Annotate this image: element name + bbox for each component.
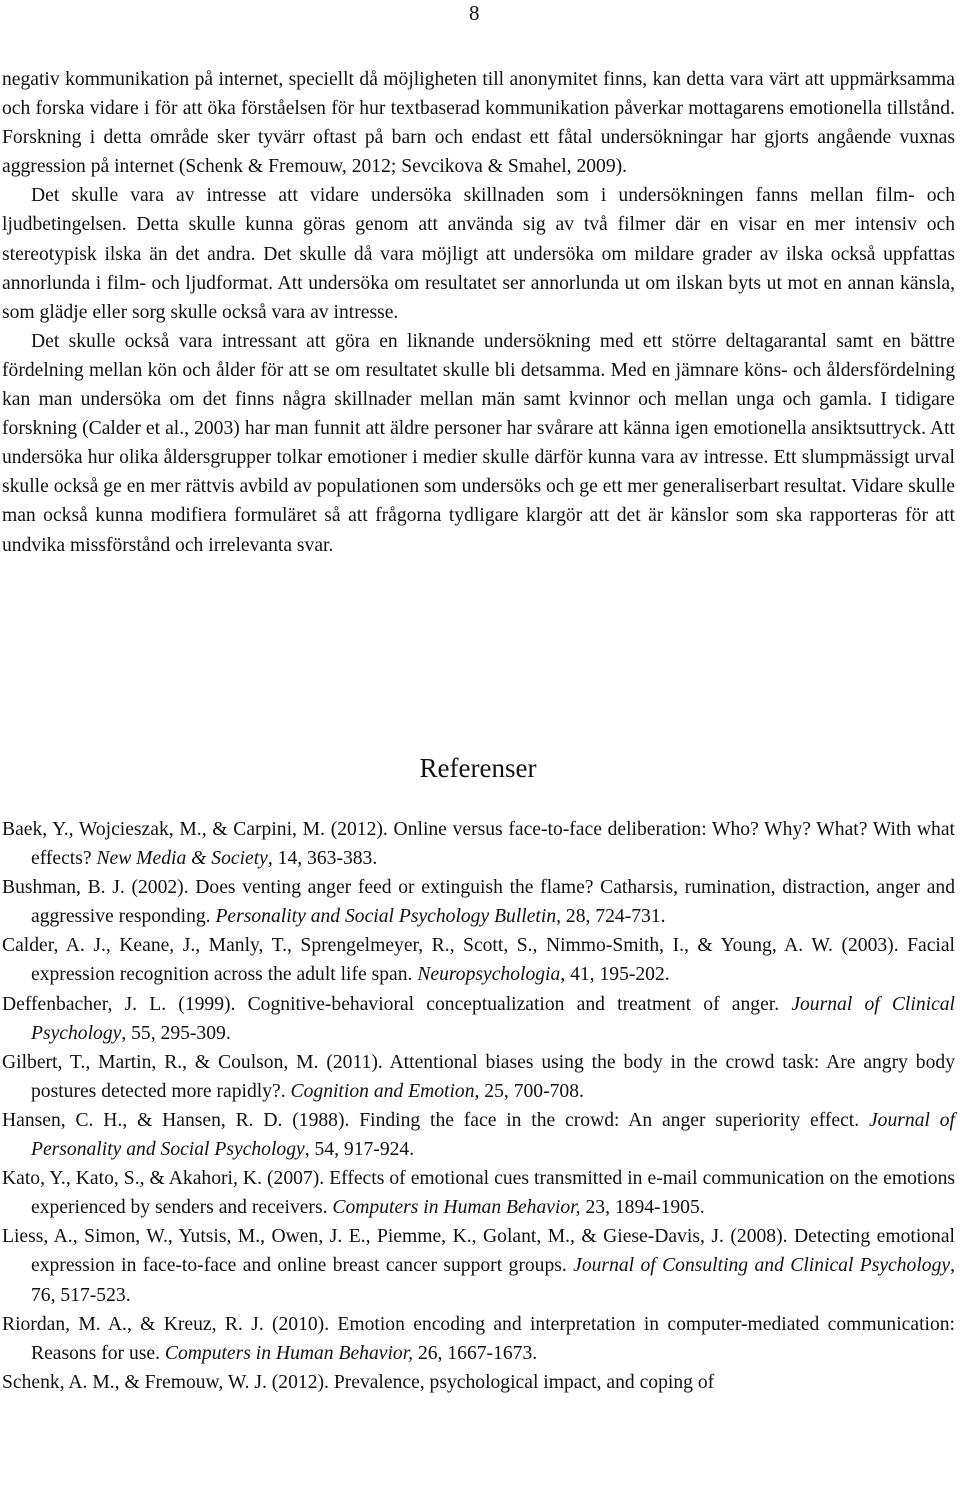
reference-text: Kato, Y., Kato, S., & Akahori, K. (2007). Effects of emotional cues transmitted in e-mail communication on the emotions experienced by senders and receivers. — [2, 1168, 955, 1219]
reference-text: Riordan, M. A., & Kreuz, R. J. (2010). Emotion encoding and interpretation in computer-mediated communication: Reasons for use. — [2, 1313, 955, 1364]
reference-journal: New Media & Society — [96, 848, 268, 870]
reference-journal: Personality and Social Psychology Bulletin — [215, 906, 557, 928]
reference-text: Calder, A. J., Keane, J., Manly, T., Sprengelmeyer, R., Scott, S., Nimmo-Smith, I., & Young, A. W. (2003). Facial expression recognition across the adult life span. — [2, 935, 955, 986]
reference-entry — [2, 1310, 955, 1368]
reference-journal: Journal of Clinical Psychology — [31, 993, 956, 1044]
body-text — [2, 65, 955, 560]
reference-text: Bushman, B. J. (2002). Does venting anger feed or extinguish the flame? Catharsis, rumination, distraction, anger and aggressive responding. — [2, 877, 955, 928]
reference-details: , 55, 295-309. — [121, 1022, 231, 1044]
reference-journal: Journal of Consulting and Clinical Psychology — [573, 1255, 951, 1277]
reference-journal: Cognition and Emotion, — [290, 1080, 480, 1102]
reference-entry — [2, 1368, 955, 1397]
paragraph-continued: negativ kommunikation på internet, speciellt då möjligheten till anonymitet finns, kan detta vara värt att uppmärksamma och forska vidare i för att öka förståelsen för hur textbaserad kommunikation påverkar mottagarens emotionella tillstånd. Forskning i detta område sker tyvärr oftast på barn och endast ett fåtal undersökningar har gjorts angående vuxnas aggression på internet (Schenk & Fremouw, 2012; Sevcikova & Smahel, 2009). — [2, 69, 955, 178]
reference-details: , 41, 195-202. — [560, 964, 670, 986]
reference-journal: Neuropsychologia — [417, 964, 561, 986]
references-heading: Referenser — [419, 753, 537, 783]
reference-entry — [2, 931, 955, 989]
reference-entry — [2, 990, 955, 1048]
reference-details: , 54, 917-924. — [304, 1139, 415, 1161]
reference-entry — [2, 873, 955, 931]
reference-text: Schenk, A. M., & Fremouw, W. J. (2012). Prevalence, psychological impact, and coping of — [2, 1371, 715, 1393]
reference-details: , 28, 724-731. — [556, 906, 666, 928]
reference-list — [2, 815, 955, 1397]
reference-journal: Journal of Personality and Social Psychology — [31, 1109, 956, 1161]
reference-entry — [2, 815, 955, 873]
reference-text: Gilbert, T., Martin, R., & Coulson, M. (2011). Attentional biases using the body in the crowd task: Are angry body postures detected more rapidly?. — [2, 1051, 955, 1102]
reference-text: Deffenbacher, J. L. (1999). Cognitive-behavioral conceptualization and treatment of anger. — [2, 993, 792, 1015]
reference-details: 25, 700-708. — [479, 1080, 584, 1102]
reference-text: Liess, A., Simon, W., Yutsis, M., Owen, J. E., Piemme, K., Golant, M., & Giese-Davis, J. (2008). Detecting emotional expression in face-to-face and online breast cancer support groups. — [2, 1226, 955, 1277]
reference-entry — [2, 1164, 955, 1222]
reference-text: Hansen, C. H., & Hansen, R. D. (1988). Finding the face in the crowd: An anger superiority effect. — [2, 1109, 869, 1131]
page-number: 8 — [469, 1, 480, 25]
reference-journal: Computers in Human Behavior, — [164, 1342, 414, 1364]
reference-journal: Computers in Human Behavior, — [332, 1197, 581, 1219]
reference-entry — [2, 1048, 955, 1106]
reference-details: , 76, 517-523. — [31, 1255, 955, 1306]
paragraph-future-research-sample: Det skulle också vara intressant att göra en liknande undersökning med ett större deltagarantal samt en bättre fördelning mellan kön och ålder för att se om resultatet skulle bli detsamma. Med en jämnare köns- och åldersfördelning kan man undersöka om det finns några skillnader mellan män samt kvinnor och mellan unga och gamla. I tidigare forskning (Calder et al., 2003) har man funnit att äldre personer har svårare att känna igen emotionella ansiktsuttryck. Att undersöka hur olika åldersgrupper tolkar emotioner i medier skulle därför kunna vara av intresse. Ett slumpmässigt urval skulle också ge en mer rättvis avbild av populationen som undersöks och ge ett mer generaliserbart resultat. Vidare skulle man också kunna modifiera formuläret så att frågorna tydligare klargör att det är känslor som ska rapporteras för att undvika missförstånd och irrelevanta svar. — [2, 330, 955, 556]
reference-text: Baek, Y., Wojcieszak, M., & Carpini, M. (2012). Online versus face-to-face deliberation: Who? Why? What? With what effects? — [2, 819, 955, 870]
paragraph-future-research-film-audio: Det skulle vara av intresse att vidare undersöka skillnaden som i undersökningen fanns mellan film- och ljudbetingelsen. Detta skulle kunna göras genom att använda sig av två filmer där en visar en mer intensiv och stereotypisk ilska än det andra. Det skulle då vara möjligt att undersöka om mildare grader av ilska också uppfattas annorlunda i film- och ljudformat. Att undersöka om resultatet ser annorlunda ut om ilskan byts ut mot en annan känsla, som glädje eller sorg skulle också vara av intresse. — [2, 185, 955, 323]
reference-details: 23, 1894-1905. — [580, 1197, 705, 1219]
reference-details: , 14, 363-383. — [267, 848, 378, 870]
reference-entry — [2, 1222, 955, 1309]
reference-details: 26, 1667-1673. — [413, 1342, 538, 1364]
reference-entry — [2, 1106, 955, 1164]
